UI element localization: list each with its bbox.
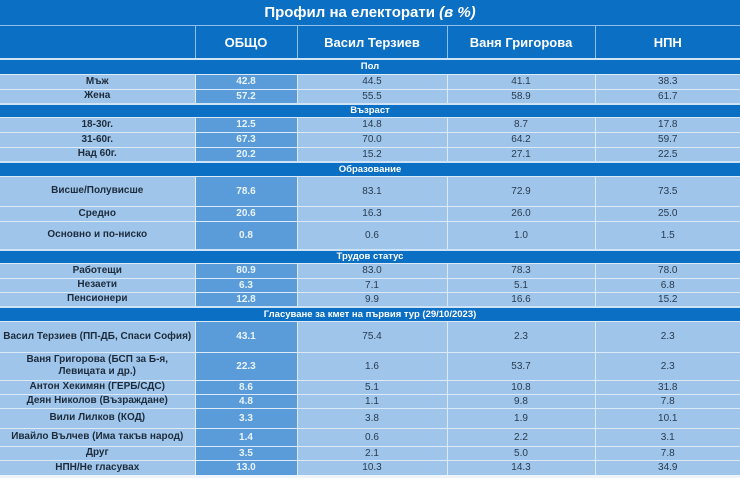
cell-grigorova: 9.8 — [447, 394, 595, 408]
cell-total: 67.3 — [195, 132, 297, 147]
row-label: Средно — [0, 206, 195, 221]
row-label: Незаети — [0, 278, 195, 292]
row-label: 18-30г. — [0, 117, 195, 132]
row-label: 31-60г. — [0, 132, 195, 147]
cell-grigorova: 14.3 — [447, 460, 595, 475]
cell-total: 3.5 — [195, 446, 297, 460]
cell-npn: 73.5 — [595, 176, 740, 206]
row-label: Жена — [0, 89, 195, 104]
column-header-blank — [0, 26, 195, 60]
row-label: Работещи — [0, 263, 195, 278]
title-main: Профил на електорати — [264, 4, 435, 21]
cell-npn: 1.5 — [595, 221, 740, 250]
table-row — [0, 278, 740, 292]
cell-npn: 31.8 — [595, 380, 740, 394]
cell-grigorova: 5.0 — [447, 446, 595, 460]
cell-total: 20.2 — [195, 147, 297, 162]
cell-total: 4.8 — [195, 394, 297, 408]
cell-terziev: 2.1 — [297, 446, 447, 460]
title-suffix: (в %) — [439, 4, 476, 21]
table-row — [0, 352, 740, 380]
row-label: Мъж — [0, 74, 195, 89]
cell-npn: 78.0 — [595, 263, 740, 278]
cell-terziev: 10.3 — [297, 460, 447, 475]
section-header-education — [0, 162, 740, 176]
cell-grigorova: 26.0 — [447, 206, 595, 221]
section-title: Възраст — [0, 104, 740, 117]
row-label: Над 60г. — [0, 147, 195, 162]
cell-grigorova: 78.3 — [447, 263, 595, 278]
cell-terziev: 44.5 — [297, 74, 447, 89]
cell-total: 8.6 — [195, 380, 297, 394]
cell-total: 22.3 — [195, 352, 297, 380]
row-label: Друг — [0, 446, 195, 460]
row-label: НПН/Не гласувах — [0, 460, 195, 475]
cell-grigorova: 1.9 — [447, 408, 595, 428]
cell-total: 6.3 — [195, 278, 297, 292]
table-row — [0, 446, 740, 460]
cell-npn: 61.7 — [595, 89, 740, 104]
cell-npn: 2.3 — [595, 321, 740, 352]
cell-grigorova: 1.0 — [447, 221, 595, 250]
cell-npn: 38.3 — [595, 74, 740, 89]
row-label: Вили Лилков (КОД) — [0, 408, 195, 428]
cell-terziev: 9.9 — [297, 292, 447, 307]
cell-terziev: 15.2 — [297, 147, 447, 162]
cell-npn: 22.5 — [595, 147, 740, 162]
cell-grigorova: 10.8 — [447, 380, 595, 394]
cell-npn: 6.8 — [595, 278, 740, 292]
cell-npn: 7.8 — [595, 446, 740, 460]
cell-total: 13.0 — [195, 460, 297, 475]
cell-terziev: 16.3 — [297, 206, 447, 221]
table-row — [0, 460, 740, 475]
cell-grigorova: 72.9 — [447, 176, 595, 206]
table-row — [0, 117, 740, 132]
cell-total: 57.2 — [195, 89, 297, 104]
section-title: Образование — [0, 162, 740, 176]
cell-npn: 15.2 — [595, 292, 740, 307]
section-header-age — [0, 104, 740, 117]
cell-terziev: 70.0 — [297, 132, 447, 147]
cell-terziev: 1.1 — [297, 394, 447, 408]
cell-terziev: 83.1 — [297, 176, 447, 206]
cell-total: 43.1 — [195, 321, 297, 352]
table-row — [0, 221, 740, 250]
column-header-total: ОБЩО — [195, 26, 297, 60]
cell-npn: 17.8 — [595, 117, 740, 132]
table-row — [0, 263, 740, 278]
table-row — [0, 147, 740, 162]
cell-terziev: 75.4 — [297, 321, 447, 352]
table-row — [0, 394, 740, 408]
table-row — [0, 321, 740, 352]
cell-npn: 25.0 — [595, 206, 740, 221]
cell-grigorova: 8.7 — [447, 117, 595, 132]
table-title — [0, 0, 740, 25]
table-row — [0, 176, 740, 206]
section-title: Пол — [0, 59, 740, 74]
row-label: Васил Терзиев (ПП-ДБ, Спаси София) — [0, 321, 195, 352]
section-header-mayor-vote — [0, 307, 740, 321]
row-label: Ивайло Вълчев (Има такъв народ) — [0, 428, 195, 446]
cell-grigorova: 2.3 — [447, 321, 595, 352]
section-header-employment — [0, 250, 740, 263]
cell-total: 80.9 — [195, 263, 297, 278]
cell-npn: 2.3 — [595, 352, 740, 380]
row-label: Деян Николов (Възраждане) — [0, 394, 195, 408]
table-row — [0, 74, 740, 89]
cell-npn: 3.1 — [595, 428, 740, 446]
cell-grigorova: 53.7 — [447, 352, 595, 380]
cell-grigorova: 27.1 — [447, 147, 595, 162]
cell-total: 20.6 — [195, 206, 297, 221]
cell-grigorova: 16.6 — [447, 292, 595, 307]
cell-total: 0.8 — [195, 221, 297, 250]
cell-total: 3.3 — [195, 408, 297, 428]
cell-grigorova: 2.2 — [447, 428, 595, 446]
table-row — [0, 292, 740, 307]
row-label: Ваня Григорова (БСП за Б-я, Левицата и др.) — [0, 352, 195, 380]
cell-total: 42.8 — [195, 74, 297, 89]
cell-total: 12.5 — [195, 117, 297, 132]
table-row — [0, 428, 740, 446]
cell-grigorova: 5.1 — [447, 278, 595, 292]
cell-terziev: 5.1 — [297, 380, 447, 394]
section-title: Трудов статус — [0, 250, 740, 263]
cell-total: 1.4 — [195, 428, 297, 446]
section-title: Гласуване за кмет на първия тур (29/10/2023) — [0, 307, 740, 321]
cell-npn: 7.8 — [595, 394, 740, 408]
cell-total: 78.6 — [195, 176, 297, 206]
electorate-profile-table — [0, 25, 740, 475]
column-header-grigorova: Ваня Григорова — [447, 26, 595, 60]
cell-grigorova: 64.2 — [447, 132, 595, 147]
table-row — [0, 132, 740, 147]
table-row — [0, 380, 740, 394]
cell-terziev: 0.6 — [297, 221, 447, 250]
row-label: Висше/Полувисше — [0, 176, 195, 206]
section-header-gender — [0, 59, 740, 74]
column-header-terziev: Васил Терзиев — [297, 26, 447, 60]
cell-grigorova: 41.1 — [447, 74, 595, 89]
cell-terziev: 83.0 — [297, 263, 447, 278]
cell-terziev: 55.5 — [297, 89, 447, 104]
cell-terziev: 3.8 — [297, 408, 447, 428]
row-label: Антон Хекимян (ГЕРБ/СДС) — [0, 380, 195, 394]
cell-npn: 10.1 — [595, 408, 740, 428]
table-row — [0, 89, 740, 104]
cell-grigorova: 58.9 — [447, 89, 595, 104]
cell-terziev: 0.6 — [297, 428, 447, 446]
cell-terziev: 1.6 — [297, 352, 447, 380]
cell-npn: 34.9 — [595, 460, 740, 475]
table-row — [0, 206, 740, 221]
column-header-npn: НПН — [595, 26, 740, 60]
row-label: Пенсионери — [0, 292, 195, 307]
cell-total: 12.8 — [195, 292, 297, 307]
table-row — [0, 408, 740, 428]
row-label: Основно и по-ниско — [0, 221, 195, 250]
cell-terziev: 14.8 — [297, 117, 447, 132]
column-header-row — [0, 26, 740, 60]
cell-npn: 59.7 — [595, 132, 740, 147]
cell-terziev: 7.1 — [297, 278, 447, 292]
